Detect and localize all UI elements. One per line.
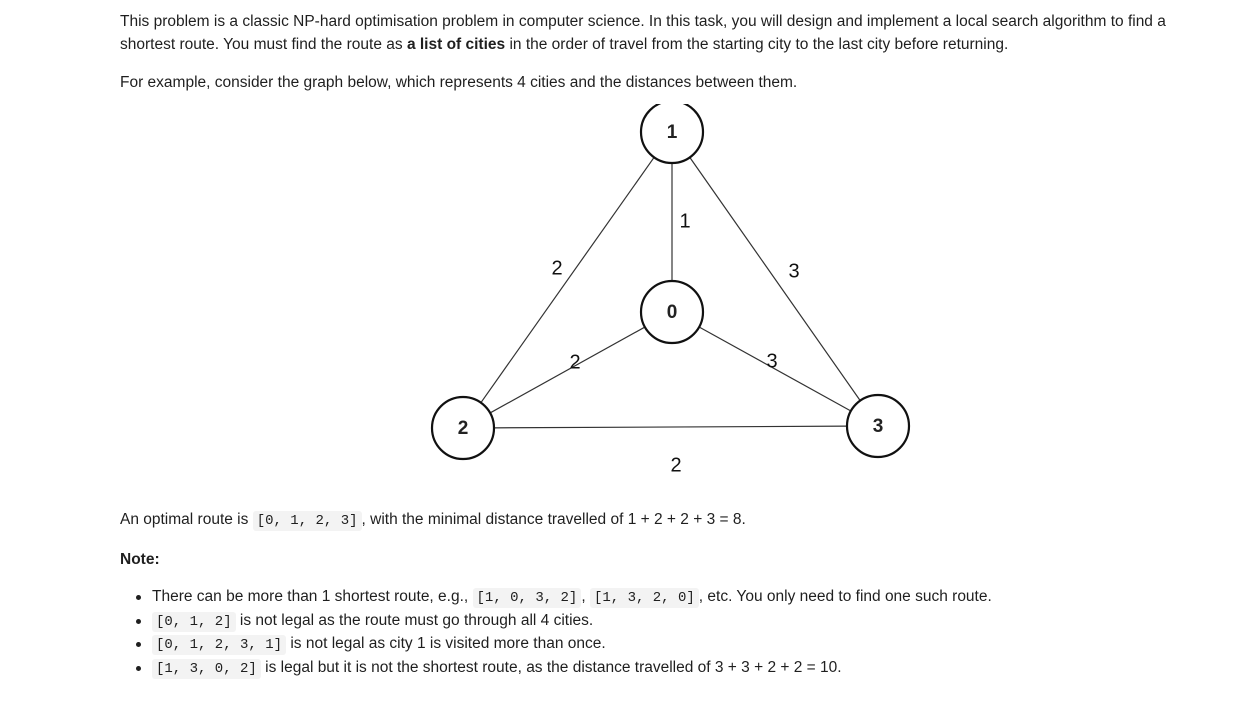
intro-paragraph: This problem is a classic NP-hard optimisation problem in computer science. In this task, you will design and implement a local search algorithm to find a shortest route. You must find the route as a list of cities in the order of travel from the starting city to the last city before returning. bbox=[120, 13, 1166, 53]
note-text: is legal but it is not the shortest route, as the distance travelled of 3 + 3 + 2 + 2 = 10. bbox=[260, 658, 842, 676]
note-text: , bbox=[581, 588, 590, 605]
route-code: [1, 0, 3, 2] bbox=[473, 588, 582, 608]
city-graph-figure bbox=[120, 104, 1200, 502]
note-text: There can be more than 1 shortest route, e.g., bbox=[152, 588, 473, 605]
example-intro: For example, consider the graph below, which represents 4 cities and the distances between them. bbox=[120, 74, 798, 91]
edge-weight-label: 3 bbox=[788, 260, 800, 283]
note-heading: Note: bbox=[120, 551, 160, 568]
city-node-3 bbox=[847, 395, 909, 457]
route-code: [1, 3, 0, 2] bbox=[152, 659, 261, 679]
city-node-label: 1 bbox=[666, 122, 678, 144]
note-item bbox=[152, 657, 1200, 681]
note-text: is not legal as city 1 is visited more than once. bbox=[286, 635, 606, 652]
note-text: , etc. You only need to find one such route. bbox=[698, 588, 992, 605]
optimal-route-paragraph: An optimal route is [0, 1, 2, 3] , with the minimal distance travelled of 1 + 2 + 2 + 3 = 8. bbox=[120, 511, 746, 529]
problem-description bbox=[120, 10, 1200, 680]
note-item bbox=[152, 586, 1200, 610]
city-node-label: 0 bbox=[666, 302, 678, 324]
notes-list bbox=[120, 586, 1200, 680]
route-code: [0, 1, 2, 3, 1] bbox=[152, 635, 286, 655]
edge-weight-label: 1 bbox=[679, 210, 691, 233]
note-text: is not legal as the route must go through all 4 cities. bbox=[235, 611, 594, 629]
city-node-2 bbox=[432, 397, 494, 459]
city-node-1 bbox=[641, 104, 703, 163]
edge-2-3 bbox=[494, 426, 847, 428]
edge-0-2 bbox=[490, 327, 645, 413]
city-graph bbox=[120, 104, 1200, 502]
edge-weight-label: 2 bbox=[551, 257, 563, 280]
note-item bbox=[152, 610, 1200, 634]
optimal-route-code: [0, 1, 2, 3] bbox=[253, 511, 362, 531]
city-node-0 bbox=[641, 281, 703, 343]
edge-weight-label: 3 bbox=[766, 350, 778, 373]
city-node-label: 3 bbox=[872, 416, 884, 438]
edge-1-2 bbox=[481, 157, 654, 402]
edge-weight-label: 2 bbox=[569, 351, 581, 374]
note-item bbox=[152, 633, 1200, 657]
city-node-label: 2 bbox=[457, 418, 469, 440]
route-code: [0, 1, 2] bbox=[152, 612, 236, 632]
edge-weight-label: 2 bbox=[670, 454, 682, 477]
intro-bold-phrase: a list of cities bbox=[406, 36, 506, 53]
route-code: [1, 3, 2, 0] bbox=[590, 588, 699, 608]
